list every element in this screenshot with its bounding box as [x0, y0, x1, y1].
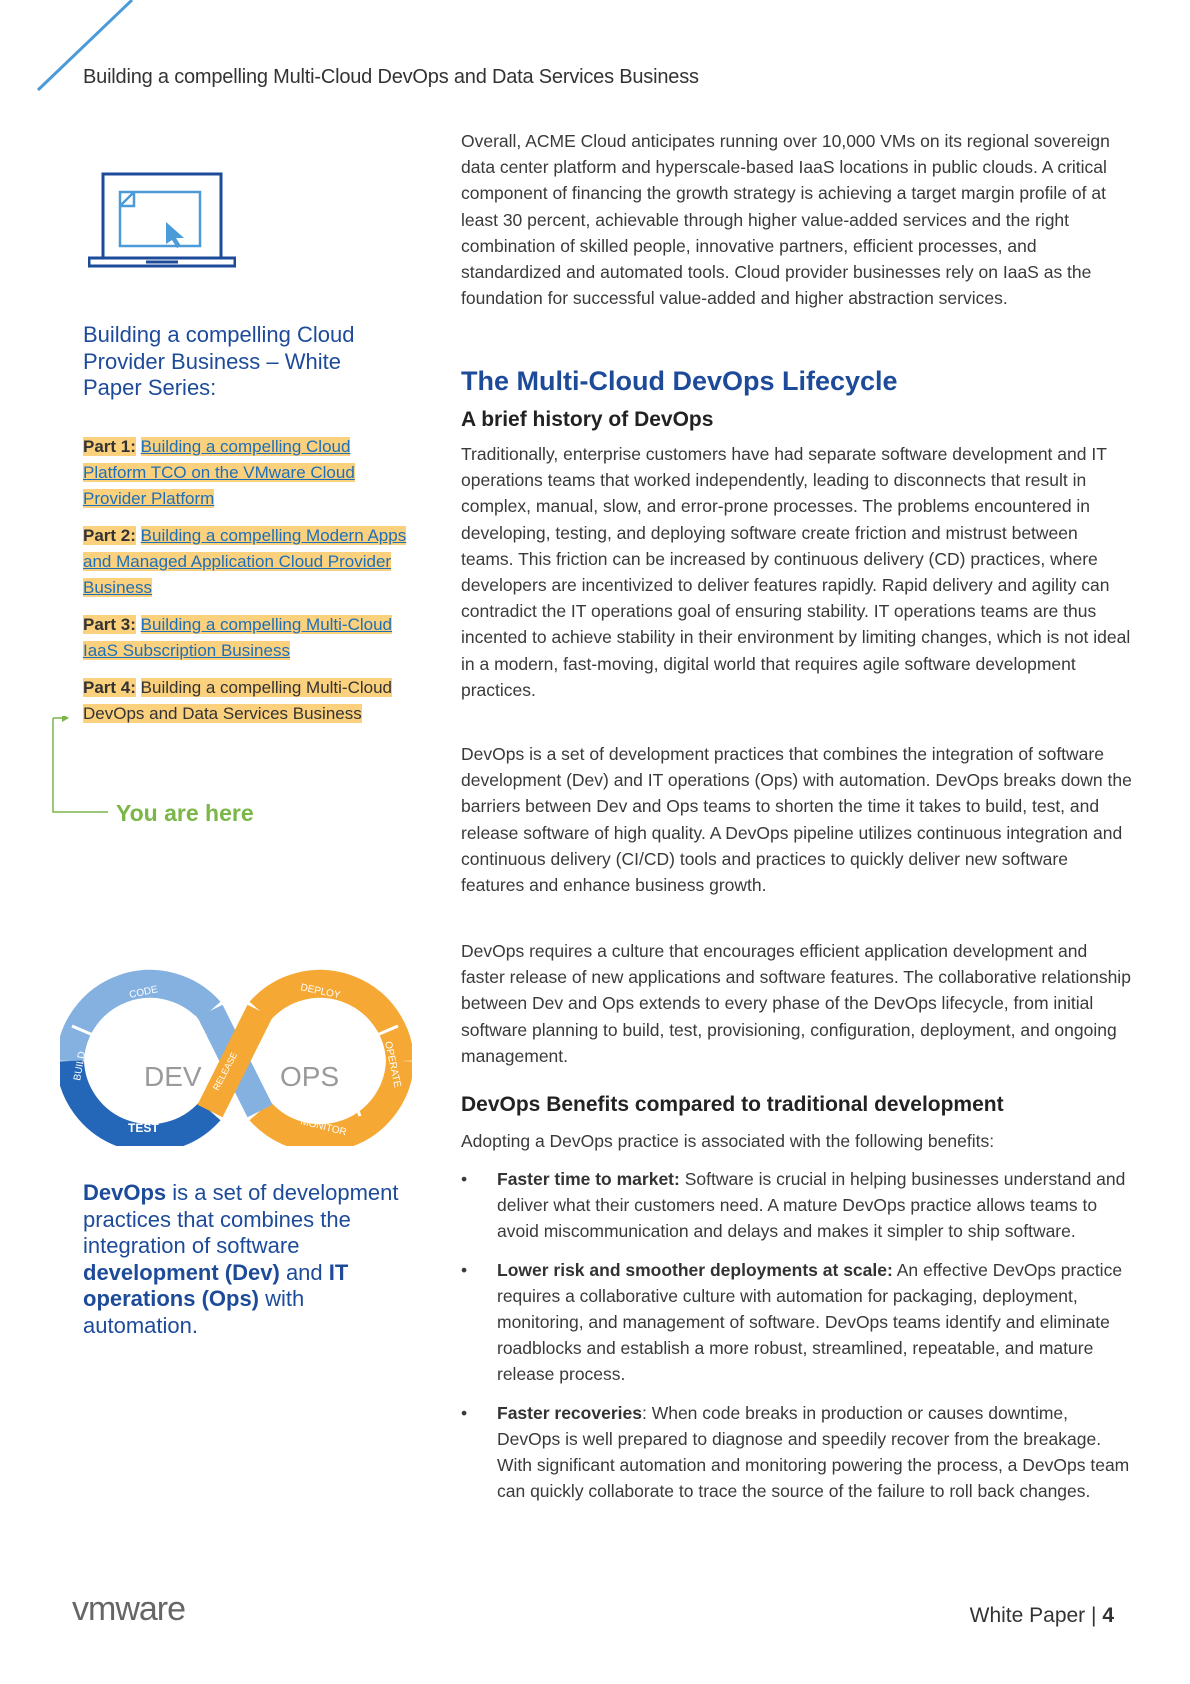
part-number: Part 1:	[83, 437, 136, 456]
intro-paragraph: Overall, ACME Cloud anticipates running over 10,000 VMs on its regional sovereign data center platform and hyperscale-based IaaS locations in public clouds. A critical component of financing the growth strategy is achieving a target margin profile of at least 30 percent, achievable through higher value-added services and the right combination of skilled people, innovative partners, efficient processes, and standardized and automated tools. Cloud provider businesses rely on IaaS as the foundation for successful value-added and higher abstraction services.	[461, 131, 1110, 309]
benefits-list	[461, 1166, 1133, 1516]
diagram-ops-label: OPS	[280, 1061, 340, 1092]
diagram-plan-label: PLAN	[188, 1014, 209, 1040]
diagram-code-label: CODE	[128, 984, 159, 1001]
quote-bold-devops: DevOps	[83, 1180, 167, 1205]
header-title: Building a compelling Multi-Cloud DevOps and Data Services Business	[83, 66, 699, 88]
bullet-text: : When code breaks in production or causes downtime, DevOps is well prepared to diagnose and speedily recover from the breakage. With significant automation and monitoring powering the process, a DevOps team can quickly collaborate to trace the source of the failure to roll back changes.	[497, 1402, 1130, 1502]
series-part-1	[83, 434, 413, 512]
footer-label: White Paper |	[969, 1604, 1103, 1627]
vmware-logo-text: vmware	[72, 1592, 186, 1628]
part-number: Part 2:	[83, 526, 136, 545]
part-1-link[interactable]: Building a compelling Cloud Platform TCO on the VMware Cloud Provider Platform	[83, 437, 355, 508]
you-are-here-arrow-icon	[50, 716, 110, 816]
bullet-icon: •	[461, 1169, 468, 1189]
benefits-intro-paragraph: Adopting a DevOps practice is associated with the following benefits:	[461, 1131, 995, 1151]
list-item	[461, 1166, 1133, 1245]
laptop-cursor-icon	[88, 172, 236, 274]
quote-bold-ops: IT operations (Ops)	[83, 1259, 349, 1311]
footer-page-label	[970, 1604, 1114, 1628]
devops-culture-paragraph: DevOps requires a culture that encourages efficient application development and faster release of new applications and software features. The collaborative relationship between Dev and Ops extends to every phase of the DevOps lifecycle, from initial software planning to build, test, provisioning, configuration, deployment, and ongoing management.	[461, 941, 1131, 1066]
devops-definition-paragraph: DevOps is a set of development practices that combines the integration of software development (Dev) and IT operations (Ops) with automation. DevOps breaks down the barriers between Dev and Ops teams to shorten the time it takes to build, test, and release software of high quality. A DevOps pipeline utilizes continuous integration and continuous delivery (CI/CD) tools and practices to quickly deliver new software features and enhance business growth.	[461, 744, 1132, 896]
bullet-text: Software is crucial in helping businesses understand and deliver what their customers need. A mature DevOps practice allows teams to avoid miscommunication and delays and makes it simpler to ship software.	[497, 1169, 1126, 1242]
subheading-benefits: DevOps Benefits compared to traditional development	[461, 1093, 1004, 1116]
part-number: Part 3:	[83, 615, 136, 634]
diagram-deploy-label: DEPLOY	[299, 982, 342, 1002]
list-item	[461, 1257, 1133, 1388]
part-number: Part 4:	[83, 678, 136, 697]
bullet-icon: •	[461, 1259, 468, 1280]
devops-lifecycle-diagram	[60, 966, 412, 1146]
part-2-link[interactable]: Building a compelling Modern Apps and Managed Application Cloud Provider Business	[83, 526, 407, 597]
series-title: Building a compelling Cloud Provider Business – White Paper Series:	[83, 322, 355, 400]
part-4-current-title: Building a compelling Multi-Cloud DevOps and Data Services Business	[83, 678, 393, 723]
diagram-dev-label: DEV	[144, 1061, 202, 1092]
diagram-build-label: BUILD	[72, 1050, 89, 1082]
quote-text: is a set of development practices that combines the integration of software	[83, 1180, 399, 1258]
bullet-title: Lower risk and smoother deployments at scale:	[497, 1259, 893, 1280]
quote-bold-dev: development (Dev)	[83, 1259, 280, 1285]
quote-text: with automation.	[83, 1286, 305, 1338]
vmware-logo	[72, 1592, 252, 1628]
diagram-operate-label: OPERATE	[382, 1040, 403, 1089]
you-are-here-label: You are here	[116, 800, 254, 826]
bullet-title: Faster recoveries	[497, 1402, 642, 1423]
quote-text: and	[279, 1259, 329, 1285]
diagram-monitor-label: MONITOR	[299, 1116, 348, 1139]
diagram-release-label: RELEASE	[210, 1050, 240, 1092]
devops-definition-callout	[83, 1180, 413, 1339]
list-item	[461, 1400, 1133, 1505]
bullet-title: Faster time to market:	[497, 1169, 680, 1189]
part-3-link[interactable]: Building a compelling Multi-Cloud IaaS Subscription Business	[83, 615, 393, 660]
series-part-2	[83, 523, 413, 601]
diagram-test-label: TEST	[128, 1121, 159, 1135]
series-part-4	[83, 675, 413, 727]
bullet-text: An effective DevOps practice requires a collaborative culture with automation for packaging, deployment, monitoring, and management of software. DevOps teams identify and eliminate roadblocks and establish a more robust, streamlined, repeatable, and mature release process.	[497, 1259, 1123, 1385]
bullet-icon: •	[461, 1402, 468, 1423]
history-paragraph: Traditionally, enterprise customers have had separate software development and IT operations teams that worked independently, leading to disconnects that result in complex, manual, slow, and error-prone processes. The problems encountered in developing, testing, and deploying software create friction and mistrust between teams. This friction can be increased by continuous delivery (CD) practices, where developers are incentivized to deliver features rapidly. Rapid delivery and agility can contradict the IT operations goal of ensuring stability. IT operations teams are thus incented to achieve stability in their environment by limiting changes, which is not ideal in a modern, fast-moving, digital world that requires agile software development practices.	[461, 444, 1131, 700]
section-heading: The Multi-Cloud DevOps Lifecycle	[461, 366, 898, 396]
page-number: 4	[1102, 1604, 1114, 1627]
series-parts-list	[83, 434, 413, 738]
series-part-3	[83, 612, 413, 664]
subheading-history: A brief history of DevOps	[461, 408, 714, 431]
